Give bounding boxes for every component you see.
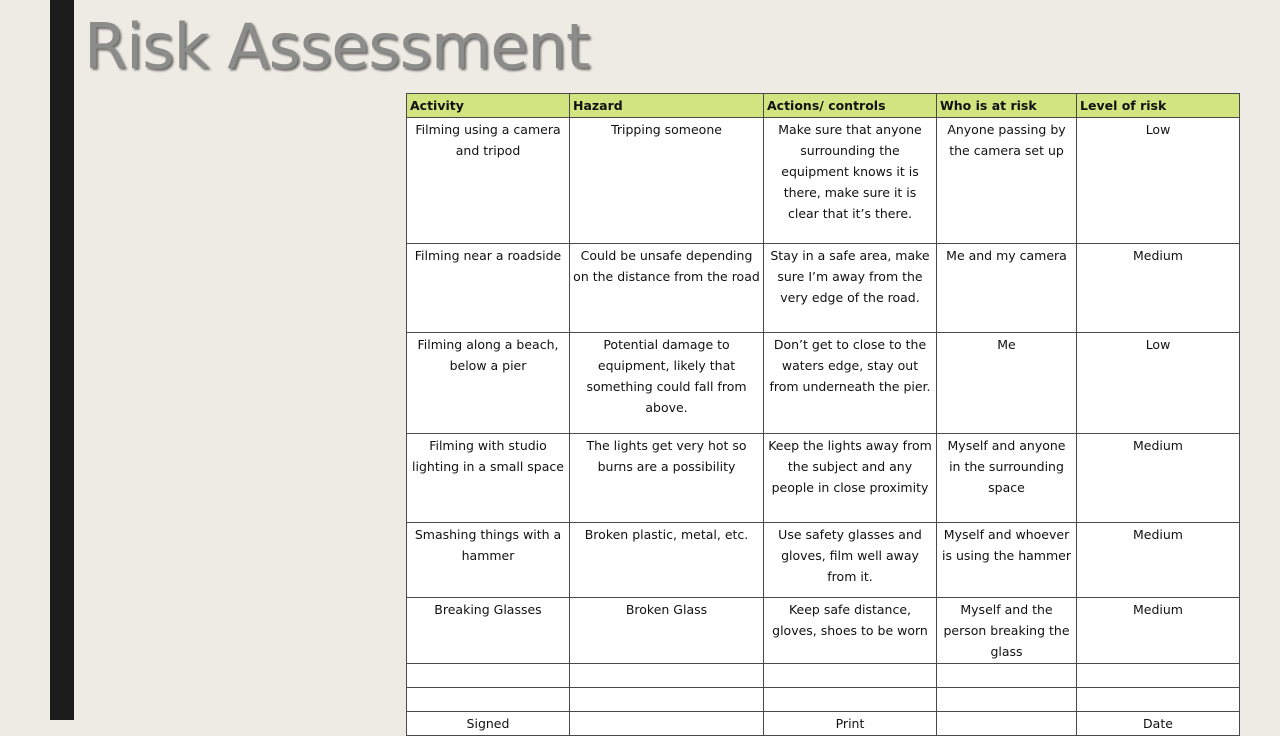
cell-risk-level: Medium [1077,523,1240,598]
cell-actions: Don’t get to close to the waters edge, stay out from underneath the pier. [764,333,937,434]
table-row [407,244,1240,333]
cell-hazard: Tripping someone [570,118,764,244]
signed-field [570,712,764,736]
cell-activity: Filming along a beach, below a pier [407,333,570,434]
empty-cell [570,664,764,688]
header-hazard: Hazard [570,94,764,118]
empty-cell [937,664,1077,688]
risk-assessment-table [406,93,1240,736]
header-level-of-risk: Level of risk [1077,94,1240,118]
cell-who-at-risk: Myself and the person breaking the glass [937,598,1077,664]
empty-cell [764,664,937,688]
cell-activity: Filming using a camera and tripod [407,118,570,244]
signed-label: Signed [407,712,570,736]
cell-actions: Make sure that anyone surrounding the equipment knows it is there, make sure it is clear that it’s there. [764,118,937,244]
cell-actions: Stay in a safe area, make sure I’m away from the very edge of the road. [764,244,937,333]
empty-cell [407,688,570,712]
print-label: Print [764,712,937,736]
empty-cell [570,688,764,712]
table-row-empty [407,688,1240,712]
cell-risk-level: Medium [1077,434,1240,523]
table-header-row [407,94,1240,118]
cell-activity: Smashing things with a hammer [407,523,570,598]
empty-cell [937,688,1077,712]
cell-hazard: Potential damage to equipment, likely that something could fall from above. [570,333,764,434]
left-accent-bar [50,0,74,720]
cell-actions: Keep the lights away from the subject and any people in close proximity [764,434,937,523]
date-label: Date [1077,712,1240,736]
cell-actions: Keep safe distance, gloves, shoes to be worn [764,598,937,664]
empty-cell [1077,688,1240,712]
cell-who-at-risk: Me and my camera [937,244,1077,333]
cell-risk-level: Low [1077,333,1240,434]
table-row [407,118,1240,244]
print-field [937,712,1077,736]
cell-risk-level: Medium [1077,598,1240,664]
table-row [407,434,1240,523]
table-row-empty [407,664,1240,688]
header-activity: Activity [407,94,570,118]
cell-who-at-risk: Myself and anyone in the surrounding space [937,434,1077,523]
page-title: Risk Assessment [84,10,590,83]
cell-risk-level: Low [1077,118,1240,244]
cell-hazard: Broken plastic, metal, etc. [570,523,764,598]
header-who-is-at-risk: Who is at risk [937,94,1077,118]
empty-cell [1077,664,1240,688]
signature-row [407,712,1240,736]
cell-hazard: Broken Glass [570,598,764,664]
empty-cell [764,688,937,712]
cell-hazard: Could be unsafe depending on the distance from the road [570,244,764,333]
table-row [407,598,1240,664]
empty-cell [407,664,570,688]
cell-risk-level: Medium [1077,244,1240,333]
table-row [407,333,1240,434]
cell-who-at-risk: Me [937,333,1077,434]
cell-who-at-risk: Anyone passing by the camera set up [937,118,1077,244]
table-row [407,523,1240,598]
cell-who-at-risk: Myself and whoever is using the hammer [937,523,1077,598]
cell-activity: Filming near a roadside [407,244,570,333]
header-actions-controls: Actions/ controls [764,94,937,118]
cell-activity: Filming with studio lighting in a small space [407,434,570,523]
cell-actions: Use safety glasses and gloves, film well away from it. [764,523,937,598]
cell-activity: Breaking Glasses [407,598,570,664]
cell-hazard: The lights get very hot so burns are a possibility [570,434,764,523]
